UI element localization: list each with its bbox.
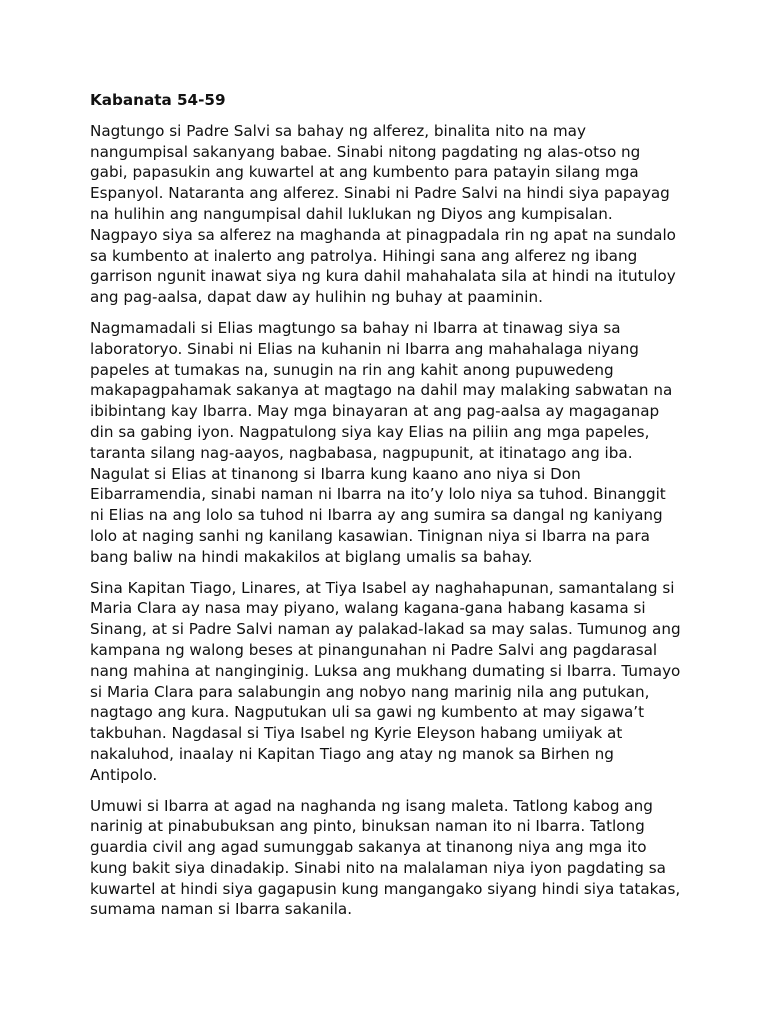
paragraph-3: Sina Kapitan Tiago, Linares, at Tiya Isabel ay naghahapunan, samantalang si Maria Clara ay nasa may piyano, walang kagana-gana habang kasama si Sinang, at si Padre Salvi naman ay palakad-lakad sa may salas. Tumunog ang kampana ng walong beses at pinangunahan ni Padre Salvi ang pagdarasal nang mahina at nanginginig. Luksa ang mukhang dumating si Ibarra. Tumayo si Maria Clara para salabungin ang nobyo nang marinig nila ang putukan, nagtago ang kura. Nagputukan uli sa gawi ng kumbento at may sigawa’t takbuhan. Nagdasal si Tiya Isabel ng Kyrie Eleyson habang umiiyak at nakaluhod, inaalay ni Kapitan Tiago ang atay ng manok sa Birhen ng Antipolo. [90,578,681,784]
paragraph-4: Umuwi si Ibarra at agad na naghanda ng isang maleta. Tatlong kabog ang narinig at pinabubuksan ang pinto, binuksan naman ito ni Ibarra. Tatlong guardia civil ang agad sumunggab sakanya at tinanong niya ang mga ito kung bakit siya dinadakip. Sinabi nito na malalaman niya iyon pagdating sa kuwartel at hindi siya gagapusin kung mangangako siyang hindi siya tatakas, sumama naman si Ibarra sakanila. [90,796,681,919]
document-page [90,90,682,920]
paragraph-2: Nagmamadali si Elias magtungo sa bahay ni Ibarra at tinawag siya sa laboratoryo. Sinabi ni Elias na kuhanin ni Ibarra ang mahahalaga niyang papeles at tumakas na, sunugin na rin ang kahit anong pupuwedeng makapagpahamak sakanya at magtago na dahil may malaking sabwatan na ibibintang kay Ibarra. May mga binayaran at ang pag-aalsa ay magaganap din sa gabing iyon. Nagpatulong siya kay Elias na piliin ang mga papeles, taranta silang nag-aayos, nagbabasa, nagpupunit, at itinatago ang iba. Nagulat si Elias at tinanong si Ibarra kung kaano ano niya si Don Eibarramendia, sinabi naman ni Ibarra na ito’y lolo niya sa tuhod. Binanggit ni Elias na ang lolo sa tuhod ni Ibarra ay ang sumira sa dangal ng kaniyang lolo at naging sanhi ng kanilang kasawian. Tinignan niya si Ibarra na para bang baliw na hindi makakilos at biglang umalis sa bahay. [90,318,673,566]
paragraph-1: Nagtungo si Padre Salvi sa bahay ng alferez, binalita nito na may nangumpisal sakanyang babae. Sinabi nitong pagdating ng alas-otso ng gabi, papasukin ang kuwartel at ang kumbento para patayin silang mga Espanyol. Nataranta ang alferez. Sinabi ni Padre Salvi na hindi siya papayag na hulihin ang nangumpisal dahil luklukan ng Diyos ang kumpisalan. Nagpayo siya sa alferez na maghanda at pinagpadala rin ng apat na sundalo sa kumbento at inalerto ang patrolya. Hihingi sana ang alferez ng ibang garrison ngunit inawat siya ng kura dahil mahahalata sila at hindi na itutuloy ang pag-aalsa, dapat daw ay hulihin ng buhay at paaminin. [90,121,676,307]
chapter-title: Kabanata 54-59 [90,91,226,109]
